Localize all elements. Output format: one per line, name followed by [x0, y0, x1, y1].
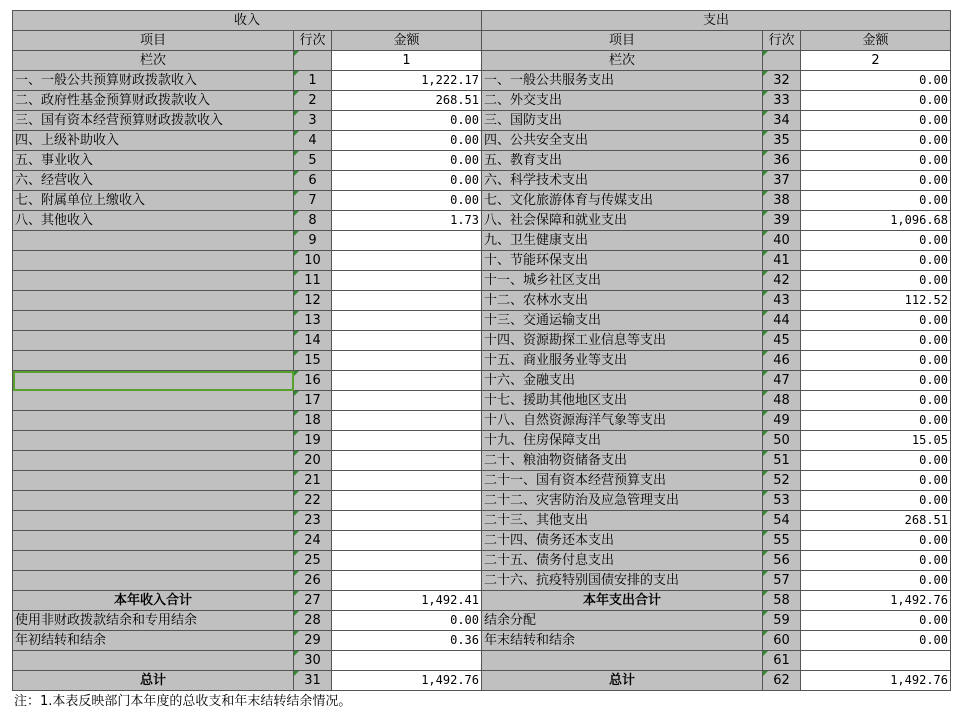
expense-item-cell[interactable]: 十五、商业服务业等支出: [482, 351, 763, 371]
income-item-cell[interactable]: [13, 371, 294, 391]
table-row: [13, 571, 951, 591]
expense-amount-cell[interactable]: [801, 651, 951, 671]
income-column-blank[interactable]: [294, 51, 332, 71]
table-row: [13, 211, 951, 231]
income-item-cell[interactable]: [13, 651, 294, 671]
expense-rowno-header[interactable]: 行次: [763, 31, 801, 51]
table-row: [13, 171, 951, 191]
expense-amount-cell[interactable]: 0.00: [801, 91, 951, 111]
expense-rowno-cell[interactable]: 47: [763, 371, 801, 391]
income-amount-cell[interactable]: [332, 271, 482, 291]
expense-rowno-cell[interactable]: 53: [763, 491, 801, 511]
income-amount-header[interactable]: 金额: [332, 31, 482, 51]
expense-rowno-cell[interactable]: 61: [763, 651, 801, 671]
income-item-cell[interactable]: [13, 271, 294, 291]
expense-amount-cell[interactable]: 0.00: [801, 531, 951, 551]
footnote: 注：1.本表反映部门本年度的总收支和年末结转结余情况。: [14, 694, 352, 709]
income-rowno-cell[interactable]: 31: [294, 671, 332, 691]
income-rowno-cell[interactable]: 13: [294, 311, 332, 331]
income-amount-cell[interactable]: [332, 431, 482, 451]
expense-rowno-cell[interactable]: 62: [763, 671, 801, 691]
expense-rowno-cell[interactable]: 45: [763, 331, 801, 351]
expense-item-cell[interactable]: 总计: [482, 671, 763, 691]
income-amount-cell[interactable]: [332, 291, 482, 311]
table-row: [13, 371, 951, 391]
expense-item-cell[interactable]: 九、卫生健康支出: [482, 231, 763, 251]
expense-rowno-cell[interactable]: 32: [763, 71, 801, 91]
income-item-header[interactable]: 项目: [13, 31, 294, 51]
expense-amount-cell[interactable]: 0.00: [801, 271, 951, 291]
income-amount-cell[interactable]: 0.00: [332, 611, 482, 631]
income-amount-cell[interactable]: [332, 351, 482, 371]
income-amount-cell[interactable]: [332, 531, 482, 551]
income-item-cell[interactable]: 本年收入合计: [13, 591, 294, 611]
income-rowno-cell[interactable]: 16: [294, 371, 332, 391]
income-amount-cell[interactable]: [332, 651, 482, 671]
income-rowno-cell[interactable]: 7: [294, 191, 332, 211]
income-column-number[interactable]: 1: [332, 51, 482, 71]
table-row: [13, 91, 951, 111]
expense-rowno-cell[interactable]: 41: [763, 251, 801, 271]
table-row: [13, 151, 951, 171]
income-item-cell[interactable]: [13, 551, 294, 571]
income-item-cell[interactable]: [13, 451, 294, 471]
income-rowno-cell[interactable]: 15: [294, 351, 332, 371]
table-row: [13, 111, 951, 131]
income-rowno-cell[interactable]: 22: [294, 491, 332, 511]
expense-item-cell[interactable]: 二十五、债务付息支出: [482, 551, 763, 571]
expense-item-header[interactable]: 项目: [482, 31, 763, 51]
income-item-cell[interactable]: [13, 411, 294, 431]
expense-rowno-cell[interactable]: 33: [763, 91, 801, 111]
table-row: [13, 531, 951, 551]
expense-amount-cell[interactable]: 1,096.68: [801, 211, 951, 231]
income-amount-cell[interactable]: [332, 471, 482, 491]
income-rowno-cell[interactable]: 28: [294, 611, 332, 631]
expense-amount-cell[interactable]: 0.00: [801, 231, 951, 251]
expense-amount-cell[interactable]: 1,492.76: [801, 591, 951, 611]
expense-amount-cell[interactable]: 0.00: [801, 471, 951, 491]
table-row: [13, 671, 951, 691]
expense-item-cell[interactable]: 结余分配: [482, 611, 763, 631]
table-row: [13, 431, 951, 451]
income-amount-cell[interactable]: [332, 451, 482, 471]
income-amount-cell[interactable]: [332, 331, 482, 351]
table-row: [13, 351, 951, 371]
expense-amount-cell[interactable]: 0.00: [801, 331, 951, 351]
expense-amount-cell[interactable]: 112.52: [801, 291, 951, 311]
expense-rowno-cell[interactable]: 38: [763, 191, 801, 211]
income-rowno-cell[interactable]: 11: [294, 271, 332, 291]
expense-item-cell[interactable]: 十七、援助其他地区支出: [482, 391, 763, 411]
income-item-cell[interactable]: [13, 291, 294, 311]
expense-rowno-cell[interactable]: 36: [763, 151, 801, 171]
income-amount-cell[interactable]: [332, 511, 482, 531]
table-row: [13, 651, 951, 671]
income-header[interactable]: 收入: [13, 11, 482, 31]
table-row: [13, 411, 951, 431]
income-rowno-cell[interactable]: 30: [294, 651, 332, 671]
income-amount-cell[interactable]: [332, 391, 482, 411]
table-row: [13, 591, 951, 611]
income-rowno-header[interactable]: 行次: [294, 31, 332, 51]
income-amount-cell[interactable]: 1,222.17: [332, 71, 482, 91]
expense-item-cell[interactable]: 十一、城乡社区支出: [482, 271, 763, 291]
income-rowno-cell[interactable]: 17: [294, 391, 332, 411]
income-rowno-cell[interactable]: 8: [294, 211, 332, 231]
expense-rowno-cell[interactable]: 43: [763, 291, 801, 311]
expense-rowno-cell[interactable]: 46: [763, 351, 801, 371]
expense-amount-cell[interactable]: 0.00: [801, 491, 951, 511]
income-amount-cell[interactable]: [332, 411, 482, 431]
expense-rowno-cell[interactable]: 50: [763, 431, 801, 451]
expense-amount-cell[interactable]: 268.51: [801, 511, 951, 531]
income-amount-cell[interactable]: 0.36: [332, 631, 482, 651]
expense-amount-cell[interactable]: 0.00: [801, 451, 951, 471]
income-item-cell[interactable]: [13, 531, 294, 551]
expense-amount-cell[interactable]: 0.00: [801, 631, 951, 651]
table-row: [13, 131, 951, 151]
expense-amount-cell[interactable]: 0.00: [801, 411, 951, 431]
expense-rowno-cell[interactable]: 59: [763, 611, 801, 631]
expense-header[interactable]: 支出: [482, 11, 951, 31]
expense-amount-cell[interactable]: 0.00: [801, 371, 951, 391]
table-row: [13, 311, 951, 331]
income-rowno-cell[interactable]: 3: [294, 111, 332, 131]
budget-sheet: [12, 10, 951, 691]
expense-amount-cell[interactable]: 0.00: [801, 71, 951, 91]
expense-amount-cell[interactable]: 0.00: [801, 191, 951, 211]
income-rowno-cell[interactable]: 23: [294, 511, 332, 531]
expense-rowno-cell[interactable]: 54: [763, 511, 801, 531]
income-item-cell[interactable]: 七、附属单位上缴收入: [13, 191, 294, 211]
expense-rowno-cell[interactable]: 39: [763, 211, 801, 231]
expense-item-cell[interactable]: 二十六、抗疫特别国债安排的支出: [482, 571, 763, 591]
table-row: [13, 471, 951, 491]
income-rowno-cell[interactable]: 20: [294, 451, 332, 471]
income-rowno-cell[interactable]: 25: [294, 551, 332, 571]
table-row: [13, 451, 951, 471]
expense-item-cell[interactable]: 五、教育支出: [482, 151, 763, 171]
income-item-cell[interactable]: 六、经营收入: [13, 171, 294, 191]
income-rowno-cell[interactable]: 10: [294, 251, 332, 271]
expense-amount-cell[interactable]: 0.00: [801, 311, 951, 331]
income-rowno-cell[interactable]: 21: [294, 471, 332, 491]
income-rowno-cell[interactable]: 14: [294, 331, 332, 351]
income-item-cell[interactable]: [13, 431, 294, 451]
income-amount-cell[interactable]: [332, 551, 482, 571]
expense-rowno-cell[interactable]: 57: [763, 571, 801, 591]
income-item-cell[interactable]: [13, 571, 294, 591]
expense-rowno-cell[interactable]: 44: [763, 311, 801, 331]
income-amount-cell[interactable]: 268.51: [332, 91, 482, 111]
expense-item-cell[interactable]: 四、公共安全支出: [482, 131, 763, 151]
expense-amount-cell[interactable]: 0.00: [801, 351, 951, 371]
expense-amount-cell[interactable]: 0.00: [801, 611, 951, 631]
income-amount-cell[interactable]: [332, 311, 482, 331]
table-row: [13, 391, 951, 411]
expense-rowno-cell[interactable]: 49: [763, 411, 801, 431]
expense-item-cell[interactable]: 二十、粮油物资储备支出: [482, 451, 763, 471]
expense-rowno-cell[interactable]: 35: [763, 131, 801, 151]
income-amount-cell[interactable]: 0.00: [332, 171, 482, 191]
expense-amount-cell[interactable]: 1,492.76: [801, 671, 951, 691]
expense-rowno-cell[interactable]: 52: [763, 471, 801, 491]
expense-amount-cell[interactable]: 0.00: [801, 551, 951, 571]
income-rowno-cell[interactable]: 4: [294, 131, 332, 151]
expense-item-cell[interactable]: 八、社会保障和就业支出: [482, 211, 763, 231]
table-row: [13, 491, 951, 511]
income-item-cell[interactable]: [13, 511, 294, 531]
expense-rowno-cell[interactable]: 37: [763, 171, 801, 191]
expense-item-cell[interactable]: 年末结转和结余: [482, 631, 763, 651]
income-rowno-cell[interactable]: 26: [294, 571, 332, 591]
income-rowno-cell[interactable]: 1: [294, 71, 332, 91]
expense-rowno-cell[interactable]: 40: [763, 231, 801, 251]
income-amount-cell[interactable]: 1,492.41: [332, 591, 482, 611]
table-row: [13, 631, 951, 651]
income-rowno-cell[interactable]: 18: [294, 411, 332, 431]
income-item-cell[interactable]: 四、上级补助收入: [13, 131, 294, 151]
table-row: [13, 331, 951, 351]
income-item-cell[interactable]: 五、事业收入: [13, 151, 294, 171]
expense-item-cell[interactable]: 二十一、国有资本经营预算支出: [482, 471, 763, 491]
table-row: [13, 231, 951, 251]
income-amount-cell[interactable]: [332, 251, 482, 271]
income-rowno-cell[interactable]: 6: [294, 171, 332, 191]
income-amount-cell[interactable]: [332, 491, 482, 511]
income-rowno-cell[interactable]: 29: [294, 631, 332, 651]
expense-amount-cell[interactable]: 0.00: [801, 171, 951, 191]
income-column-label[interactable]: 栏次: [13, 51, 294, 71]
expense-item-cell[interactable]: 十、节能环保支出: [482, 251, 763, 271]
income-amount-cell[interactable]: 0.00: [332, 111, 482, 131]
expense-amount-cell[interactable]: 0.00: [801, 251, 951, 271]
expense-amount-cell[interactable]: 0.00: [801, 151, 951, 171]
income-item-cell[interactable]: 二、政府性基金预算财政拨款收入: [13, 91, 294, 111]
table-row: [13, 251, 951, 271]
expense-item-cell[interactable]: 三、国防支出: [482, 111, 763, 131]
income-amount-cell[interactable]: 1,492.76: [332, 671, 482, 691]
income-item-cell[interactable]: 三、国有资本经营预算财政拨款收入: [13, 111, 294, 131]
expense-item-cell[interactable]: 十九、住房保障支出: [482, 431, 763, 451]
table-row: [13, 291, 951, 311]
income-rowno-cell[interactable]: 19: [294, 431, 332, 451]
income-item-cell[interactable]: [13, 251, 294, 271]
table-row: [13, 511, 951, 531]
expense-amount-header[interactable]: 金额: [801, 31, 951, 51]
expense-rowno-cell[interactable]: 34: [763, 111, 801, 131]
expense-rowno-cell[interactable]: 56: [763, 551, 801, 571]
income-rowno-cell[interactable]: 27: [294, 591, 332, 611]
expense-item-cell[interactable]: 六、科学技术支出: [482, 171, 763, 191]
table-row: [13, 271, 951, 291]
income-item-cell[interactable]: 年初结转和结余: [13, 631, 294, 651]
expense-amount-cell[interactable]: 0.00: [801, 111, 951, 131]
expense-rowno-cell[interactable]: 48: [763, 391, 801, 411]
income-item-cell[interactable]: 一、一般公共预算财政拨款收入: [13, 71, 294, 91]
expense-rowno-cell[interactable]: 42: [763, 271, 801, 291]
income-amount-cell[interactable]: 0.00: [332, 131, 482, 151]
table-row: [13, 551, 951, 571]
income-rowno-cell[interactable]: 12: [294, 291, 332, 311]
expense-item-cell[interactable]: [482, 651, 763, 671]
expense-item-cell[interactable]: 二十三、其他支出: [482, 511, 763, 531]
expense-column-number[interactable]: 2: [801, 51, 951, 71]
expense-item-cell[interactable]: 七、文化旅游体育与传媒支出: [482, 191, 763, 211]
income-item-cell[interactable]: 使用非财政拨款结余和专用结余: [13, 611, 294, 631]
expense-column-label[interactable]: 栏次: [482, 51, 763, 71]
expense-item-cell[interactable]: 二十二、灾害防治及应急管理支出: [482, 491, 763, 511]
income-rowno-cell[interactable]: 5: [294, 151, 332, 171]
expense-rowno-cell[interactable]: 51: [763, 451, 801, 471]
expense-item-cell[interactable]: 二、外交支出: [482, 91, 763, 111]
table-row: [13, 71, 951, 91]
expense-amount-cell[interactable]: 0.00: [801, 571, 951, 591]
income-amount-cell[interactable]: 0.00: [332, 191, 482, 211]
expense-rowno-cell[interactable]: 60: [763, 631, 801, 651]
expense-rowno-cell[interactable]: 58: [763, 591, 801, 611]
table-row: [13, 191, 951, 211]
income-item-cell[interactable]: [13, 491, 294, 511]
income-amount-cell[interactable]: 0.00: [332, 151, 482, 171]
expense-column-blank[interactable]: [763, 51, 801, 71]
income-item-cell[interactable]: 总计: [13, 671, 294, 691]
expense-amount-cell[interactable]: 0.00: [801, 131, 951, 151]
income-amount-cell[interactable]: [332, 231, 482, 251]
expense-amount-cell[interactable]: 15.05: [801, 431, 951, 451]
expense-rowno-cell[interactable]: 55: [763, 531, 801, 551]
income-item-cell[interactable]: [13, 471, 294, 491]
expense-item-cell[interactable]: 本年支出合计: [482, 591, 763, 611]
expense-item-cell[interactable]: 一、一般公共服务支出: [482, 71, 763, 91]
expense-item-cell[interactable]: 十八、自然资源海洋气象等支出: [482, 411, 763, 431]
income-amount-cell[interactable]: [332, 371, 482, 391]
income-rowno-cell[interactable]: 2: [294, 91, 332, 111]
income-item-cell[interactable]: [13, 331, 294, 351]
table-row: [13, 611, 951, 631]
income-amount-cell[interactable]: [332, 571, 482, 591]
income-item-cell[interactable]: [13, 351, 294, 371]
expense-item-cell[interactable]: 十六、金融支出: [482, 371, 763, 391]
income-item-cell[interactable]: [13, 311, 294, 331]
income-item-cell[interactable]: 八、其他收入: [13, 211, 294, 231]
expense-item-cell[interactable]: 十四、资源勘探工业信息等支出: [482, 331, 763, 351]
income-rowno-cell[interactable]: 9: [294, 231, 332, 251]
expense-item-cell[interactable]: 十三、交通运输支出: [482, 311, 763, 331]
income-amount-cell[interactable]: 1.73: [332, 211, 482, 231]
expense-amount-cell[interactable]: 0.00: [801, 391, 951, 411]
expense-item-cell[interactable]: 二十四、债务还本支出: [482, 531, 763, 551]
income-item-cell[interactable]: [13, 391, 294, 411]
income-rowno-cell[interactable]: 24: [294, 531, 332, 551]
expense-item-cell[interactable]: 十二、农林水支出: [482, 291, 763, 311]
income-item-cell[interactable]: [13, 231, 294, 251]
